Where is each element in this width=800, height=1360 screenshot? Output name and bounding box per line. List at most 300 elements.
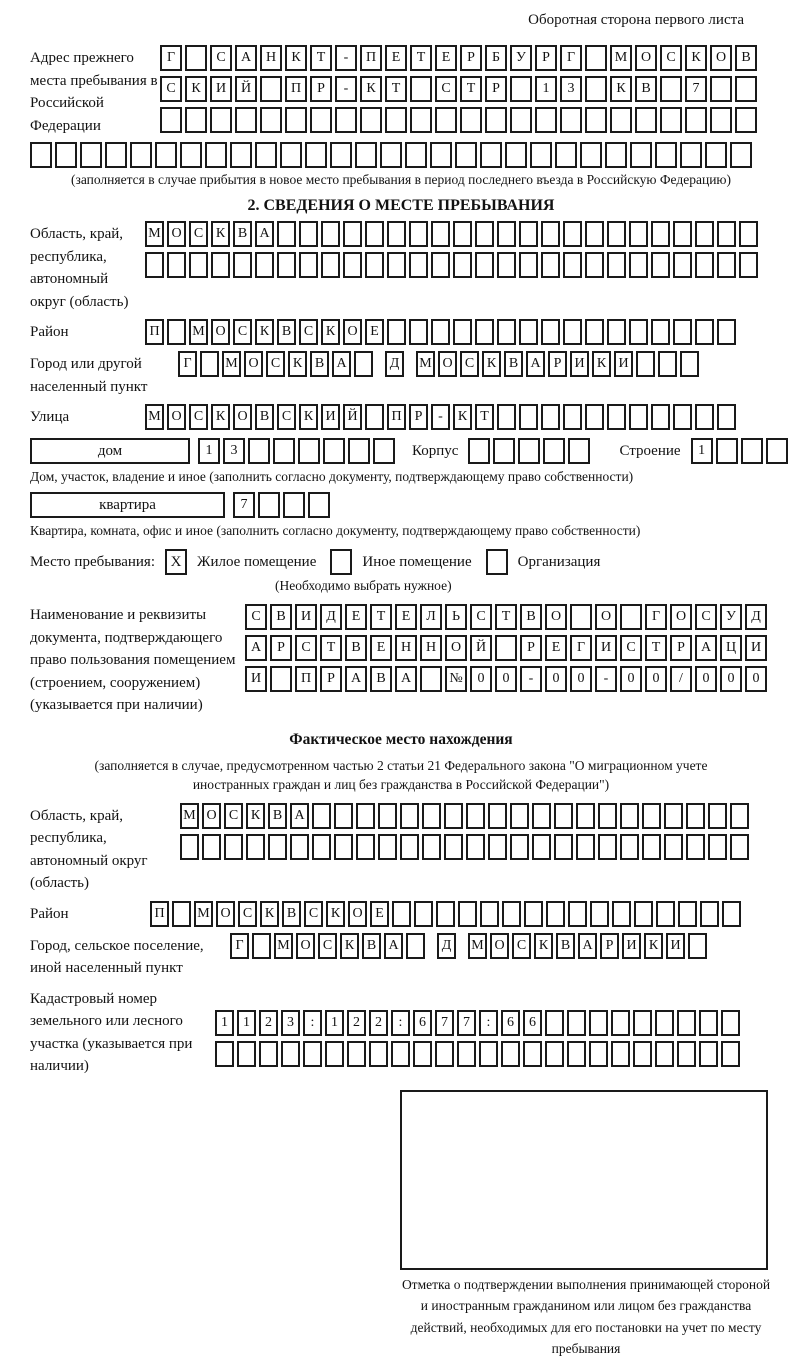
char-cell (629, 221, 648, 247)
char-cell (497, 252, 516, 278)
char-cell (497, 221, 516, 247)
char-cell (598, 803, 617, 829)
char-cell: А (235, 45, 257, 71)
char-cell: Ь (445, 604, 467, 630)
char-cell (585, 76, 607, 102)
char-cell: Р (600, 933, 619, 959)
kadastr-grid (215, 1010, 743, 1067)
char-cell (629, 319, 648, 345)
char-cell: К (453, 404, 472, 430)
char-cell (347, 1041, 366, 1067)
char-cell (260, 76, 282, 102)
char-cell: И (210, 76, 232, 102)
char-cell (620, 803, 639, 829)
cell-gap (459, 933, 468, 959)
char-cell: Г (570, 635, 592, 661)
char-cell (519, 221, 538, 247)
char-cell (664, 803, 683, 829)
char-cell: К (288, 351, 307, 377)
char-cell: 1 (325, 1010, 344, 1036)
char-cell: О (202, 803, 221, 829)
char-cell (519, 252, 538, 278)
char-cell (655, 142, 677, 168)
char-cell: Ц (720, 635, 742, 661)
char-cell: К (185, 76, 207, 102)
char-cell: С (620, 635, 642, 661)
char-cell (356, 803, 375, 829)
char-cell (567, 1041, 586, 1067)
fact-gorod-label: Город, сельское поселение, иной населенный пункт (30, 937, 204, 977)
dom-cells (198, 438, 398, 464)
stamp-note: Отметка о подтверждении выполнения принимающей стороной и иностранным гражданином или лицом без гражданства действий, необходимых для его постановки на учет по месту пребывания (401, 1276, 771, 1357)
char-cell (380, 142, 402, 168)
char-cell: - (431, 404, 450, 430)
char-cell (235, 107, 257, 133)
char-cell (145, 252, 164, 278)
char-cell: Г (160, 45, 182, 71)
char-cell: В (233, 221, 252, 247)
char-cell (642, 834, 661, 860)
char-cell (695, 404, 714, 430)
char-cell: 1 (198, 438, 220, 464)
char-cell: Л (420, 604, 442, 630)
char-cell (630, 142, 652, 168)
char-cell: Г (645, 604, 667, 630)
char-cell (453, 319, 472, 345)
oblast-field (30, 221, 772, 313)
char-cell (686, 803, 705, 829)
char-cell (677, 1010, 696, 1036)
char-cell (497, 404, 516, 430)
char-cell (457, 1041, 476, 1067)
stay-type-label: Место пребывания: (30, 553, 155, 570)
char-cell: С (210, 45, 232, 71)
char-cell (502, 901, 521, 927)
char-cell (519, 319, 538, 345)
char-cell: Р (548, 351, 567, 377)
char-cell (530, 142, 552, 168)
char-cell: О (296, 933, 315, 959)
char-cell: К (260, 901, 279, 927)
char-cell (585, 252, 604, 278)
char-cell (635, 107, 657, 133)
cell-gap (407, 351, 416, 377)
rayon-label: Район (30, 324, 69, 340)
char-cell: А (245, 635, 267, 661)
char-cell (673, 319, 692, 345)
char-cell (369, 1041, 388, 1067)
char-cell (277, 252, 296, 278)
char-cell (378, 834, 397, 860)
char-cell: В (277, 319, 296, 345)
char-cell (343, 221, 362, 247)
residential-checkbox: X (165, 549, 187, 575)
char-cell: В (345, 635, 367, 661)
char-cell (312, 803, 331, 829)
char-cell: С (224, 803, 243, 829)
fact-oblast-label: Область, край, республика, автономный округ (область) (30, 807, 148, 892)
char-cell (570, 604, 592, 630)
char-cell (708, 834, 727, 860)
char-cell: 2 (369, 1010, 388, 1036)
char-cell (378, 803, 397, 829)
char-cell (636, 351, 655, 377)
char-cell (475, 221, 494, 247)
char-cell (410, 76, 432, 102)
kvartira-box-label: квартира (30, 492, 225, 518)
char-cell: К (644, 933, 663, 959)
char-cell: И (622, 933, 641, 959)
char-cell (541, 319, 560, 345)
char-cell (721, 1010, 740, 1036)
char-cell (532, 834, 551, 860)
prev-address-row-3 (160, 107, 760, 133)
kadastr-label: Кадастровый номер земельного или лесного участка (указывается при наличии) (30, 990, 193, 1075)
char-cell (673, 252, 692, 278)
kadastr-row-2 (215, 1041, 743, 1067)
char-cell (708, 803, 727, 829)
char-cell (580, 142, 602, 168)
char-cell: 3 (560, 76, 582, 102)
stroenie-label: Строение (619, 443, 681, 459)
char-cell (458, 901, 477, 927)
char-cell (620, 604, 642, 630)
char-cell (80, 142, 102, 168)
char-cell: 0 (620, 666, 642, 692)
char-cell: К (360, 76, 382, 102)
char-cell: К (610, 76, 632, 102)
char-cell (277, 221, 296, 247)
char-cell (642, 803, 661, 829)
char-cell (488, 834, 507, 860)
char-cell: 0 (720, 666, 742, 692)
char-cell (523, 1041, 542, 1067)
char-cell: В (370, 666, 392, 692)
char-cell: К (285, 45, 307, 71)
char-cell: В (268, 803, 287, 829)
char-cell: Г (178, 351, 197, 377)
char-cell: В (270, 604, 292, 630)
char-cell (422, 803, 441, 829)
char-cell (685, 107, 707, 133)
char-cell (283, 492, 305, 518)
char-cell: М (610, 45, 632, 71)
char-cell (444, 803, 463, 829)
gorod-label: Город или другой населенный пункт (30, 356, 148, 395)
char-cell (680, 142, 702, 168)
char-cell (435, 1041, 454, 1067)
char-cell (475, 319, 494, 345)
char-cell (259, 1041, 278, 1067)
char-cell (610, 107, 632, 133)
char-cell (410, 107, 432, 133)
char-cell (607, 319, 626, 345)
char-cell (555, 142, 577, 168)
char-cell (387, 252, 406, 278)
char-cell (273, 438, 295, 464)
char-cell: С (470, 604, 492, 630)
dom-note: Дом, участок, владение и иное (заполнить согласно документу, подтверждающему право собственности) (30, 469, 634, 484)
prev-address-field (30, 45, 772, 137)
char-cell (480, 142, 502, 168)
char-cell: П (387, 404, 406, 430)
char-cell: Д (320, 604, 342, 630)
char-cell (435, 107, 457, 133)
char-cell (493, 438, 515, 464)
char-cell (422, 834, 441, 860)
char-cell (105, 142, 127, 168)
char-cell (246, 834, 265, 860)
char-cell: С (318, 933, 337, 959)
char-cell: П (150, 901, 169, 927)
section2-title: 2. СВЕДЕНИЯ О МЕСТЕ ПРЕБЫВАНИЯ (247, 197, 555, 214)
char-cell: А (695, 635, 717, 661)
dom-box-label: дом (30, 438, 190, 464)
char-cell: С (233, 319, 252, 345)
oblast-row-1 (145, 221, 761, 247)
char-cell (589, 1010, 608, 1036)
char-cell (585, 107, 607, 133)
cell-gap (428, 933, 437, 959)
char-cell: А (384, 933, 403, 959)
char-cell (651, 319, 670, 345)
char-cell: С (277, 404, 296, 430)
char-cell (612, 901, 631, 927)
char-cell (233, 252, 252, 278)
fact-rayon-field (30, 901, 772, 927)
char-cell (554, 803, 573, 829)
char-cell: О (233, 404, 252, 430)
char-cell (387, 221, 406, 247)
char-cell: К (211, 221, 230, 247)
char-cell (30, 142, 52, 168)
char-cell: В (556, 933, 575, 959)
rayon-field (30, 319, 772, 345)
char-cell (453, 252, 472, 278)
kvartira-field (30, 492, 772, 518)
char-cell (651, 252, 670, 278)
char-cell (348, 438, 370, 464)
char-cell (510, 834, 529, 860)
char-cell (237, 1041, 256, 1067)
char-cell (323, 438, 345, 464)
char-cell (431, 221, 450, 247)
char-cell (611, 1041, 630, 1067)
kadastr-field (30, 986, 772, 1078)
char-cell (766, 438, 788, 464)
char-cell (541, 404, 560, 430)
char-cell: № (445, 666, 467, 692)
char-cell (717, 221, 736, 247)
char-cell: 6 (413, 1010, 432, 1036)
char-cell (167, 319, 186, 345)
char-cell (189, 252, 208, 278)
char-cell (655, 1041, 674, 1067)
char-cell (655, 1010, 674, 1036)
fact-oblast-grid (180, 803, 752, 860)
char-cell (532, 803, 551, 829)
char-cell (735, 107, 757, 133)
char-cell: И (666, 933, 685, 959)
fact-oblast-row-2 (180, 834, 752, 860)
char-cell (268, 834, 287, 860)
char-cell: Т (370, 604, 392, 630)
char-cell (385, 107, 407, 133)
char-cell: С (266, 351, 285, 377)
char-cell: А (290, 803, 309, 829)
oblast-grid (145, 221, 761, 278)
char-cell (321, 221, 340, 247)
char-cell (543, 438, 565, 464)
char-cell: 0 (570, 666, 592, 692)
char-cell: К (321, 319, 340, 345)
char-cell (373, 438, 395, 464)
other-premises-label: Иное помещение (362, 553, 472, 570)
char-cell (721, 1041, 740, 1067)
char-cell (475, 252, 494, 278)
oblast-row-2 (145, 252, 761, 278)
char-cell: - (335, 45, 357, 71)
char-cell: О (438, 351, 457, 377)
char-cell: 2 (347, 1010, 366, 1036)
char-cell (680, 351, 699, 377)
char-cell (545, 1041, 564, 1067)
char-cell (598, 834, 617, 860)
char-cell (735, 76, 757, 102)
char-cell (710, 76, 732, 102)
char-cell (167, 252, 186, 278)
char-cell (705, 142, 727, 168)
residential-label: Жилое помещение (197, 553, 317, 570)
char-cell: У (720, 604, 742, 630)
char-cell (563, 319, 582, 345)
char-cell (510, 803, 529, 829)
char-cell: Й (470, 635, 492, 661)
char-cell (695, 252, 714, 278)
char-cell: А (345, 666, 367, 692)
char-cell (387, 319, 406, 345)
char-cell (312, 834, 331, 860)
char-cell: М (180, 803, 199, 829)
char-cell: 1 (691, 438, 713, 464)
char-cell: Т (645, 635, 667, 661)
char-cell (480, 901, 499, 927)
char-cell (400, 803, 419, 829)
char-cell (519, 404, 538, 430)
char-cell: К (340, 933, 359, 959)
char-cell (321, 252, 340, 278)
char-cell (620, 834, 639, 860)
char-cell (436, 901, 455, 927)
char-cell (325, 1041, 344, 1067)
char-cell (673, 221, 692, 247)
char-cell: Д (437, 933, 456, 959)
char-cell: 0 (545, 666, 567, 692)
char-cell (554, 834, 573, 860)
char-cell: 1 (215, 1010, 234, 1036)
char-cell (730, 803, 749, 829)
char-cell (55, 142, 77, 168)
stamp-box (400, 1090, 768, 1270)
char-cell: О (348, 901, 367, 927)
char-cell: 0 (470, 666, 492, 692)
char-cell (634, 901, 653, 927)
char-cell: А (255, 221, 274, 247)
char-cell: Е (370, 635, 392, 661)
char-cell (658, 351, 677, 377)
char-cell (541, 252, 560, 278)
char-cell (466, 834, 485, 860)
char-cell (391, 1041, 410, 1067)
char-cell: Д (385, 351, 404, 377)
char-cell (568, 438, 590, 464)
char-cell: И (570, 351, 589, 377)
char-cell (560, 107, 582, 133)
char-cell: В (282, 901, 301, 927)
char-cell: П (360, 45, 382, 71)
doc-grid (245, 602, 770, 692)
char-cell: П (145, 319, 164, 345)
char-cell: 7 (457, 1010, 476, 1036)
char-cell: 0 (745, 666, 767, 692)
char-cell (710, 107, 732, 133)
char-cell (563, 252, 582, 278)
char-cell: И (321, 404, 340, 430)
fact-oblast-row-1 (180, 803, 752, 829)
char-cell (568, 901, 587, 927)
char-cell: М (274, 933, 293, 959)
char-cell: У (510, 45, 532, 71)
char-cell: О (167, 404, 186, 430)
char-cell (430, 142, 452, 168)
char-cell (466, 803, 485, 829)
gorod-row (178, 351, 702, 377)
char-cell (343, 252, 362, 278)
char-cell: 0 (695, 666, 717, 692)
char-cell (365, 404, 384, 430)
char-cell: 1 (535, 76, 557, 102)
char-cell (678, 901, 697, 927)
char-cell: С (512, 933, 531, 959)
char-cell: В (255, 404, 274, 430)
char-cell: С (304, 901, 323, 927)
prev-address-row-4 (30, 142, 772, 168)
char-cell (563, 221, 582, 247)
char-cell (409, 252, 428, 278)
char-cell (585, 45, 607, 71)
char-cell: Р (409, 404, 428, 430)
char-cell (607, 221, 626, 247)
char-cell: С (189, 404, 208, 430)
char-cell (260, 107, 282, 133)
char-cell: : (479, 1010, 498, 1036)
korpus-cells (468, 438, 593, 464)
char-cell: : (391, 1010, 410, 1036)
char-cell: С (295, 635, 317, 661)
char-cell: Р (460, 45, 482, 71)
char-cell: О (244, 351, 263, 377)
char-cell: - (595, 666, 617, 692)
char-cell (258, 492, 280, 518)
char-cell (210, 107, 232, 133)
char-cell (172, 901, 191, 927)
stay-type-note: (Необходимо выбрать нужное) (275, 578, 452, 593)
char-cell: В (362, 933, 381, 959)
char-cell: 7 (685, 76, 707, 102)
char-cell (688, 933, 707, 959)
char-cell (420, 666, 442, 692)
char-cell: А (526, 351, 545, 377)
